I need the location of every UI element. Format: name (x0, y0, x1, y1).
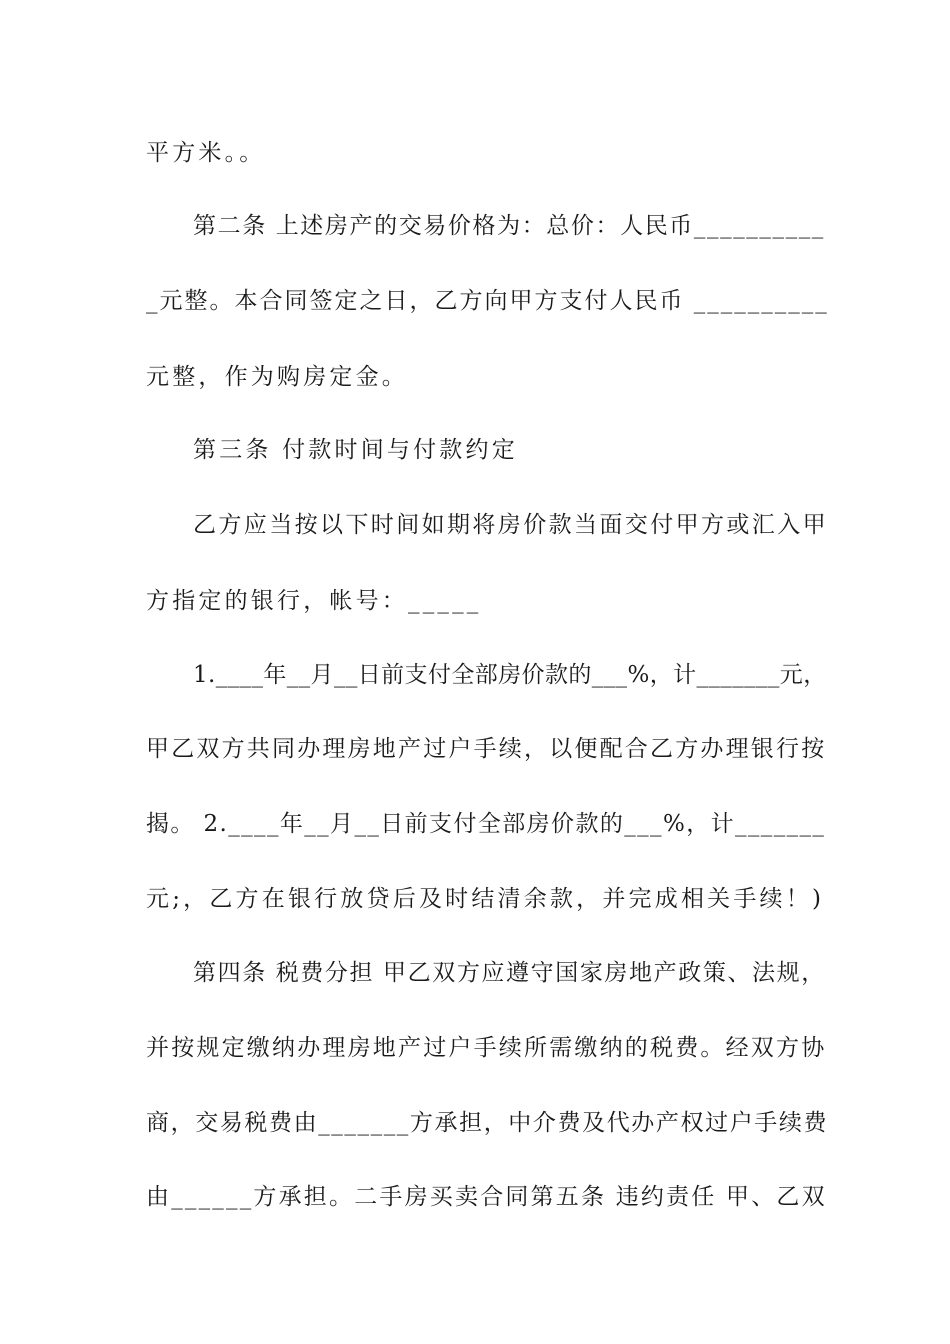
text-line-14: 商，交易税费由_______方承担，中介费及代办产权过户手续费 (146, 1110, 829, 1136)
text-line-7: 方指定的银行，帐号：_____ (146, 588, 482, 614)
article-3-heading: 第三条 付款时间与付款约定 (193, 437, 518, 463)
text-line-6: 乙方应当按以下时间如期将房价款当面交付甲方或汇入甲 (193, 512, 828, 538)
text-line-15: 由______方承担。二手房买卖合同第五条 违约责任 甲、乙双 (146, 1184, 827, 1210)
text-line-4: 元整，作为购房定金。 (146, 364, 408, 390)
text-line-1: 平方米。。 (146, 140, 266, 166)
text-line-3: _元整。本合同签定之日，乙方向甲方支付人民币 __________ (146, 288, 829, 314)
payment-item-1: 1.____年__月__日前支付全部房价款的___%，计_______元， (193, 662, 827, 688)
text-line-13: 并按规定缴纳办理房地产过户手续所需缴纳的税费。经双方协 (146, 1035, 827, 1061)
payment-item-2: 揭。 2.____年__月__日前支付全部房价款的___%，计_______ (146, 811, 826, 837)
text-line-9: 甲乙双方共同办理房地产过户手续，以便配合乙方办理银行按 (146, 736, 827, 762)
article-2-heading: 第二条 上述房产的交易价格为：总价：人民币__________ (193, 213, 825, 239)
text-line-11: 元;，乙方在银行放贷后及时结清余款，并完成相关手续！) (146, 886, 825, 912)
article-4-heading: 第四条 税费分担 甲乙双方应遵守国家房地产政策、法规， (193, 960, 826, 986)
